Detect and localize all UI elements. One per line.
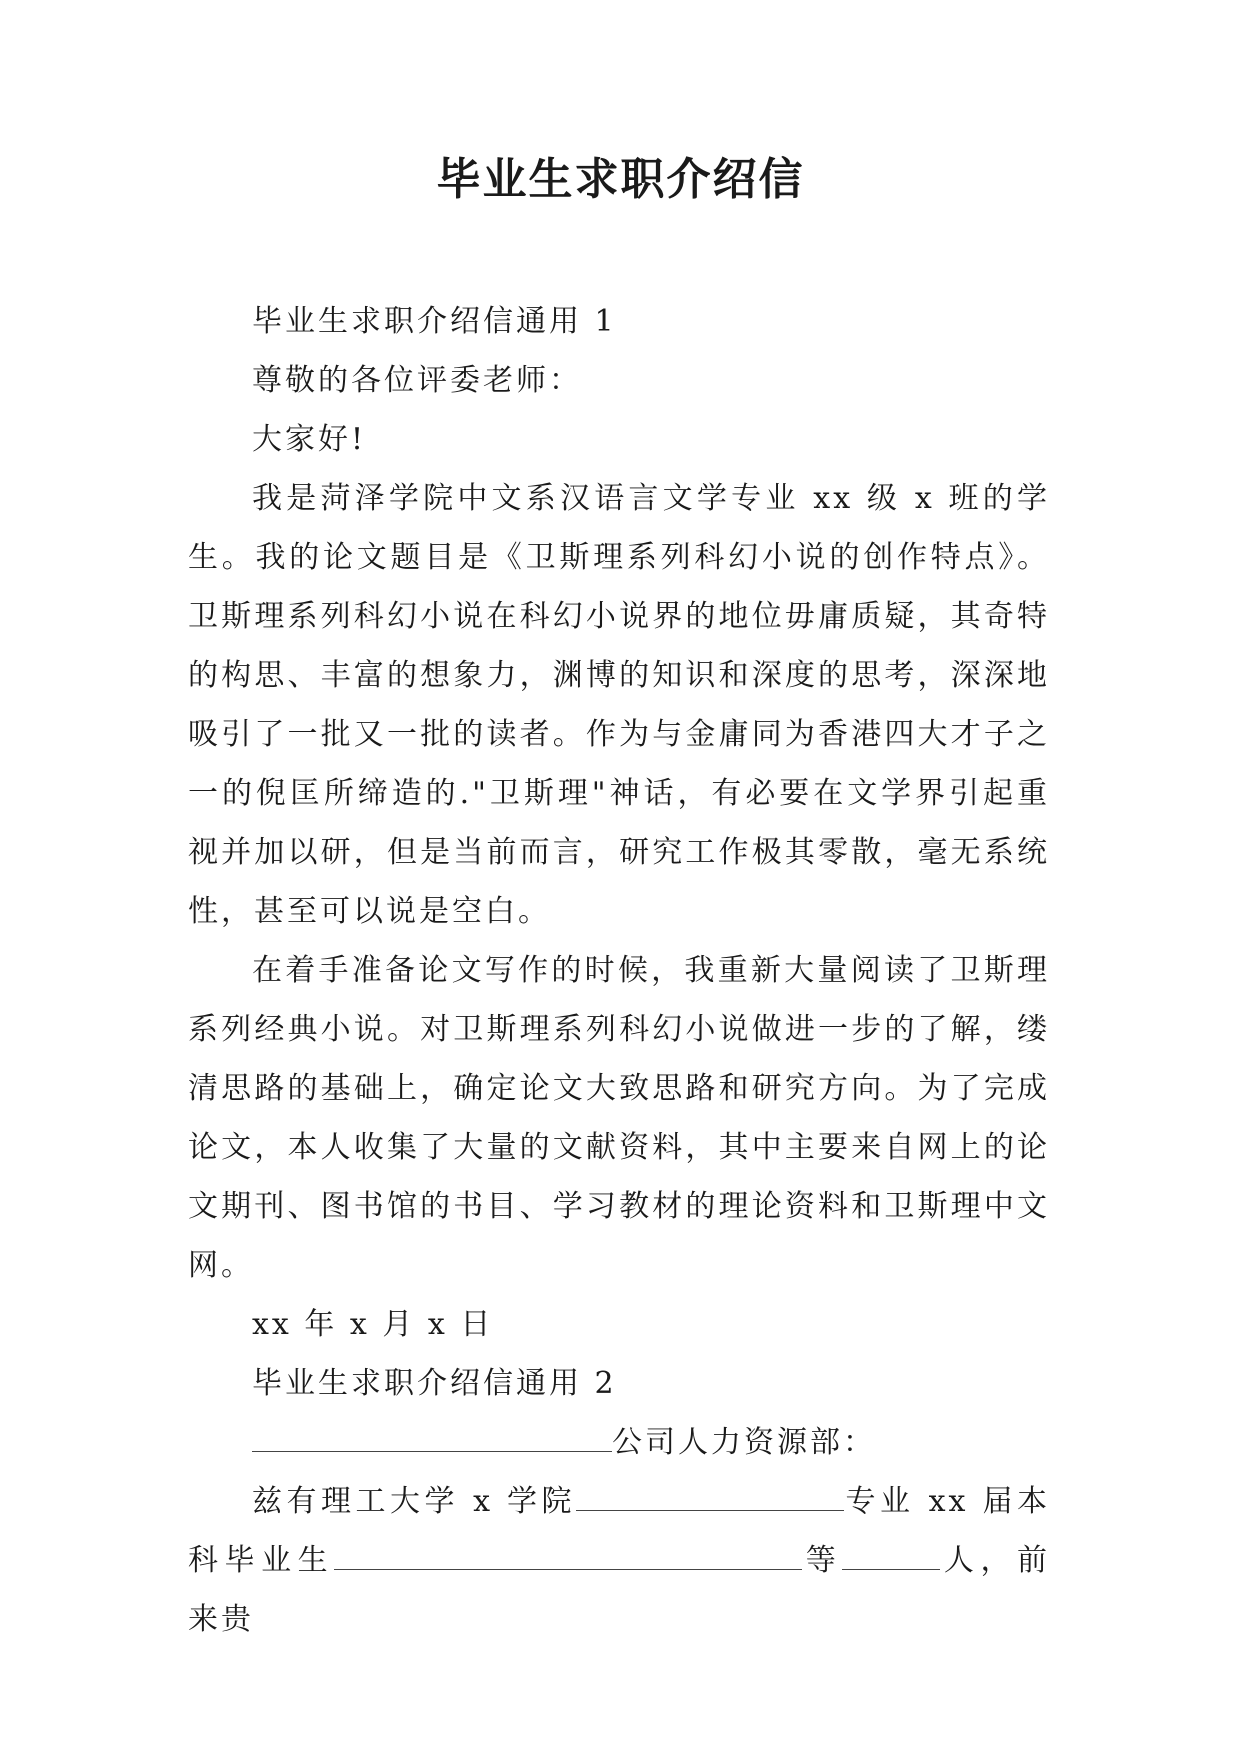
greeting: 大家好! — [252, 422, 367, 457]
body-paragraph-1: 我是菏泽学院中文系汉语言文学专业 xx 级 x 班的学生。我的论文题目是《卫斯理系列科幻小说的创作特点》。卫斯理系列科幻小说在科幻小说界的地位毋庸质疑，其奇特的构思、丰富的想象力，渊博的知识和深度的思考，深深地吸引了一批又一批的读者。作为与金庸同为香港四大才子之一的倪匡所缔造的."卫斯理"神话，有必要在文学界引起重视并加以研，但是当前而言，研究工作极其零散，毫无系统性，甚至可以说是空白。 — [188, 481, 1050, 929]
document-title: 毕业生求职介绍信 — [436, 154, 805, 205]
major-blank — [576, 1482, 844, 1511]
intro-paragraph — [188, 1472, 1050, 1649]
section-heading-1: 毕业生求职介绍信通用 1 — [252, 304, 617, 339]
document-body — [188, 292, 1050, 1649]
date-line: xx 年 x 月 x 日 — [252, 1307, 494, 1342]
section-heading-2: 毕业生求职介绍信通用 2 — [252, 1366, 617, 1401]
student-name-blank — [334, 1541, 802, 1570]
body-paragraph-2: 在着手准备论文写作的时候，我重新大量阅读了卫斯理系列经典小说。对卫斯理系列科幻小说做进一步的了解，缕清思路的基础上，确定论文大致思路和研究方向。为了完成论文，本人收集了大量的文献资料，其中主要来自网上的论文期刊、图书馆的书目、学习教材的理论资料和卫斯理中文网。 — [188, 953, 1050, 1283]
intro-prefix: 兹有理工大学 x 学院 — [252, 1484, 577, 1519]
count-blank — [842, 1541, 940, 1570]
addressee-line — [188, 1413, 1050, 1472]
intro-mid: 等 — [802, 1543, 843, 1578]
addressee-suffix: 公司人力资源部： — [612, 1425, 876, 1460]
intro-end: 人，前来贵 — [188, 1543, 1051, 1637]
salutation: 尊敬的各位评委老师： — [252, 363, 582, 398]
company-name-blank — [252, 1423, 612, 1452]
intro-suffix: 专业 xx 届本科毕业生 — [188, 1484, 1050, 1578]
